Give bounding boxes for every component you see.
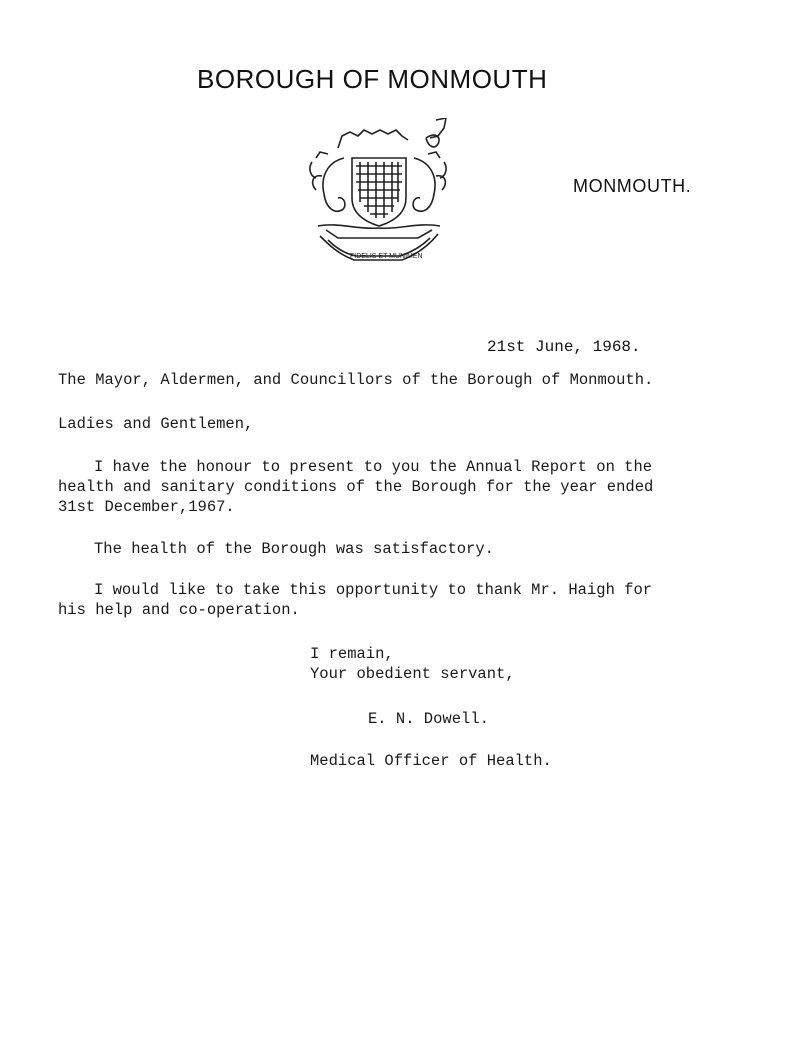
svg-text:FIDELIS ET MUNIMEN: FIDELIS ET MUNIMEN	[350, 253, 423, 260]
paragraph-2: The health of the Borough was satisfactory.	[94, 540, 494, 558]
signer-title: Medical Officer of Health.	[310, 752, 552, 770]
letterhead-title: BOROUGH OF MONMOUTH	[197, 64, 548, 94]
borough-crest-icon	[298, 118, 458, 270]
letter-date: 21st June, 1968.	[487, 338, 641, 356]
closing-line-2: Your obedient servant,	[310, 665, 515, 683]
closing-line-1: I remain,	[310, 645, 394, 663]
town-name: MONMOUTH.	[573, 176, 692, 196]
paragraph-1-line-3: 31st December,1967.	[58, 498, 235, 516]
paragraph-1-line-1: I have the honour to present to you the Annual Report on the	[94, 458, 653, 476]
salutation: Ladies and Gentlemen,	[58, 415, 254, 433]
signer-name: E. N. Dowell.	[368, 710, 489, 728]
paragraph-3-line-2: his help and co-operation.	[58, 601, 300, 619]
paragraph-1-line-2: health and sanitary conditions of the Borough for the year ended	[58, 478, 654, 496]
recipient-address: The Mayor, Aldermen, and Councillors of the Borough of Monmouth.	[58, 371, 654, 389]
paragraph-3-line-1: I would like to take this opportunity to thank Mr. Haigh for	[94, 581, 653, 599]
